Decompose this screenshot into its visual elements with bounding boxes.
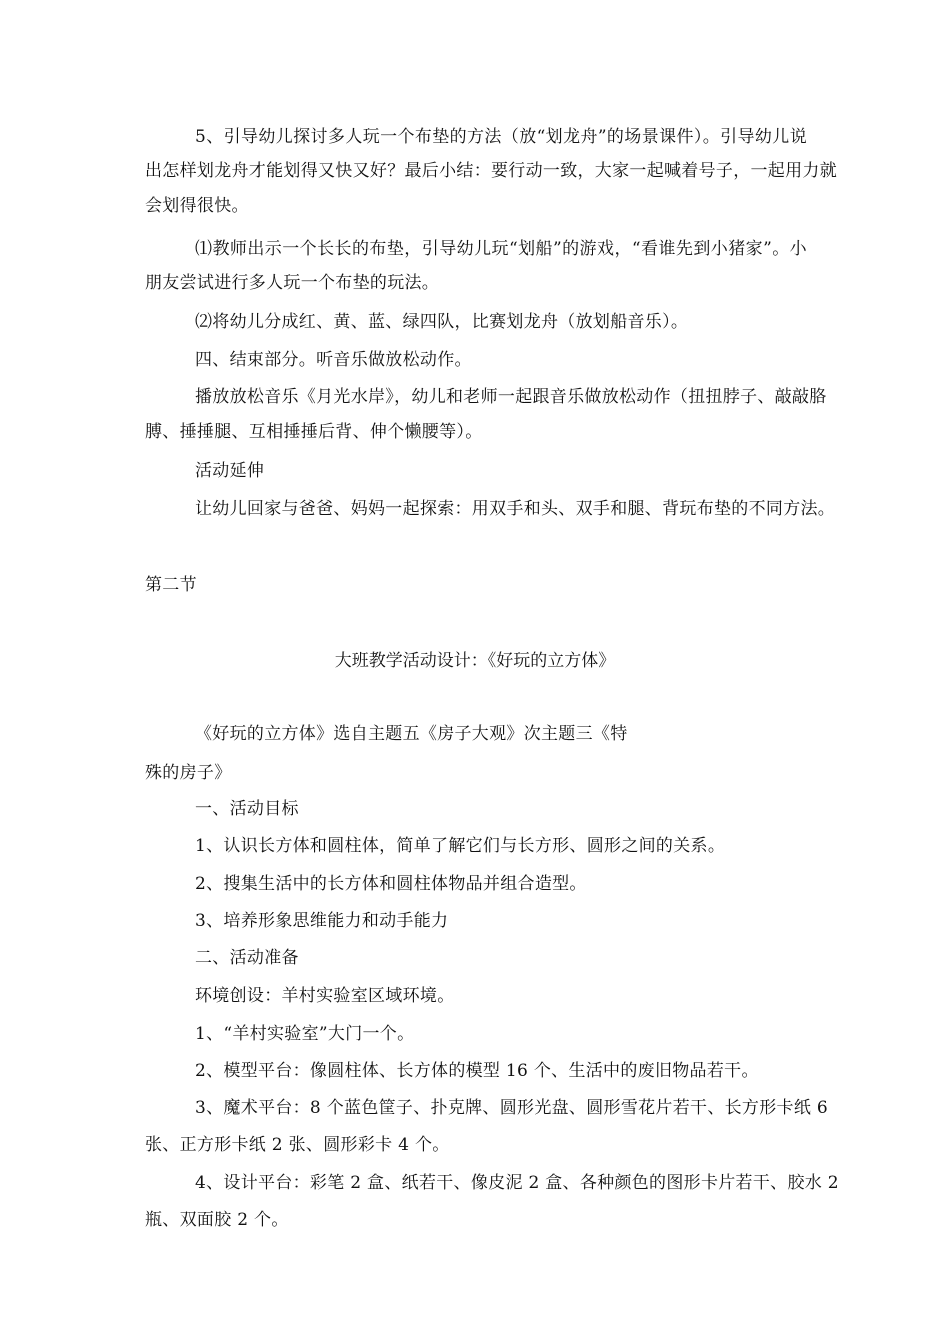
extension-text: 让幼儿回家与爸爸、妈妈一起探索：用双手和头、双手和腿、背玩布垫的不同方法。	[195, 499, 836, 519]
prep-item-3-line-2: 张、正方形卡纸 2 张、圆形彩卡 4 个。	[145, 1135, 450, 1155]
document-title: 大班教学活动设计：《好玩的立方体》	[334, 651, 616, 671]
paragraph-5a-line-1: ⑴教师出示一个长长的布垫，引导幼儿玩“划船”的游戏，“看谁先到小猪家”。小	[195, 239, 807, 259]
prep-item-2: 2、模型平台：像圆柱体、长方体的模型 16 个、生活中的废旧物品若干。	[195, 1061, 759, 1081]
paragraph-relax-line-1: 播放放松音乐《月光水岸》，幼儿和老师一起跟音乐做放松动作（扭扭脖子、敲敲胳	[195, 387, 827, 407]
paragraph-end-part: 四、结束部分。听音乐做放松动作。	[195, 350, 472, 370]
prep-item-4-line-2: 瓶、双面胶 2 个。	[145, 1210, 289, 1230]
environment-setup: 环境创设：羊村实验室区域环境。	[195, 986, 455, 1006]
paragraph-5-line-3: 会划得很快。	[145, 196, 249, 216]
intro-line-1: 《好玩的立方体》选自主题五《房子大观》次主题三《特	[195, 724, 628, 744]
paragraph-5a-line-2: 朋友尝试进行多人玩一个布垫的玩法。	[145, 273, 440, 293]
prep-item-4-line-1: 4、设计平台：彩笔 2 盒、纸若干、像皮泥 2 盒、各种颜色的图形卡片若干、胶水 2	[195, 1173, 839, 1193]
paragraph-5b: ⑵将幼儿分成红、黄、蓝、绿四队，比赛划龙舟（放划船音乐）。	[195, 312, 689, 332]
prep-item-3-line-1: 3、魔术平台：8 个蓝色筐子、扑克牌、圆形光盘、圆形雪花片若干、长方形卡纸 6	[195, 1098, 828, 1118]
goal-3: 3、培养形象思维能力和动手能力	[195, 911, 449, 931]
paragraph-5-line-2: 出怎样划龙舟才能划得又快又好？最后小结：要行动一致，大家一起喊着号子，一起用力就	[145, 161, 837, 181]
prep-heading: 二、活动准备	[195, 948, 299, 968]
prep-item-1: 1、“羊村实验室”大门一个。	[195, 1024, 415, 1044]
section-label: 第二节	[145, 575, 197, 595]
goal-2: 2、搜集生活中的长方体和圆柱体物品并组合造型。	[195, 874, 587, 894]
goals-heading: 一、活动目标	[195, 799, 299, 819]
intro-line-2: 殊的房子》	[145, 763, 232, 783]
extension-heading: 活动延伸	[195, 461, 265, 481]
paragraph-relax-line-2: 膊、捶捶腿、互相捶捶后背、伸个懒腰等）。	[145, 422, 483, 442]
paragraph-5-line-1: 5、引导幼儿探讨多人玩一个布垫的方法（放“划龙舟”的场景课件）。引导幼儿说	[195, 127, 807, 147]
goal-1: 1、认识长方体和圆柱体，简单了解它们与长方形、圆形之间的关系。	[195, 836, 726, 856]
